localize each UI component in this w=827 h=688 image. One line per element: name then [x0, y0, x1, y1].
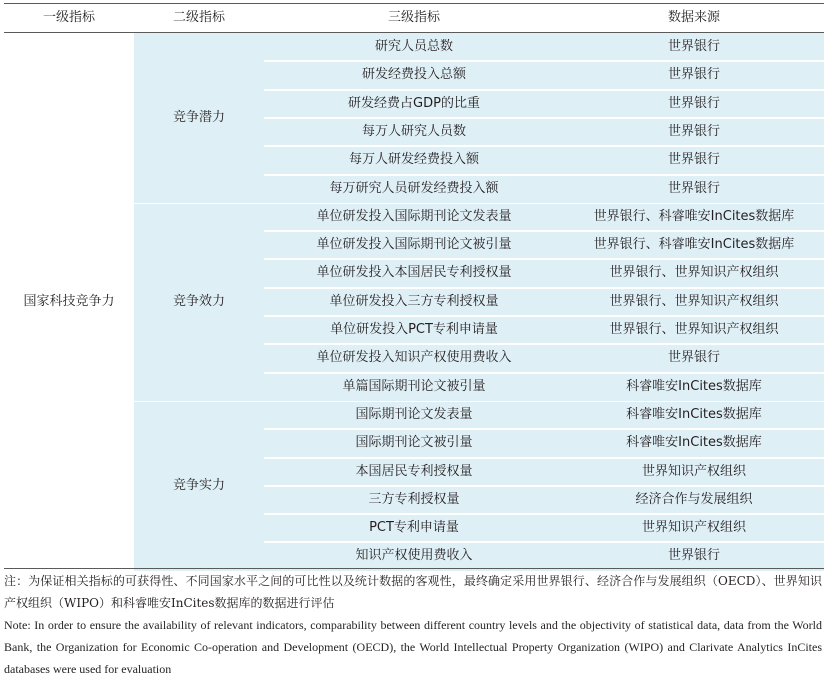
level3-indicator: 单位研发投入知识产权使用费收入 — [316, 350, 512, 366]
data-source: 世界银行 — [667, 180, 720, 196]
level3-indicator: 单篇国际期刊论文被引量 — [342, 378, 486, 394]
level3-indicator: 每万研究人员研发经费投入额 — [329, 180, 499, 196]
level3-indicator: 知识产权使用费收入 — [355, 548, 473, 564]
indicator-table — [4, 3, 824, 566]
level3-indicator: 研发经费投入总额 — [361, 67, 466, 83]
data-source: 世界银行、世界知识产权组织 — [609, 293, 779, 309]
level3-indicator: 每万人研发经费投入额 — [348, 152, 479, 168]
data-source: 世界银行 — [667, 548, 720, 564]
table-notes — [4, 570, 822, 680]
data-source: 世界银行 — [667, 67, 720, 83]
level3-indicator: 单位研发投入三方专利授权量 — [329, 293, 499, 309]
level3-indicator: 国际期刊论文被引量 — [355, 435, 473, 451]
header-level1: 一级指标 — [42, 10, 95, 25]
level2-label: 竞争效力 — [172, 293, 225, 309]
header-level3: 三级指标 — [387, 10, 440, 25]
data-source: 世界银行、世界知识产权组织 — [609, 265, 779, 281]
header-source: 数据来源 — [667, 10, 720, 25]
data-source: 世界银行 — [667, 350, 720, 366]
level3-indicator: 单位研发投入国际期刊论文被引量 — [316, 237, 512, 253]
level3-indicator: 单位研发投入PCT专利申请量 — [330, 322, 498, 337]
data-source: 世界银行、科睿唯安InCites数据库 — [593, 237, 795, 253]
data-source: 科睿唯安InCites数据库 — [626, 378, 762, 394]
level2-label: 竞争实力 — [172, 477, 225, 493]
data-source: 世界知识产权组织 — [641, 520, 746, 536]
data-source: 世界银行、科睿唯安InCites数据库 — [593, 208, 795, 224]
data-source: 科睿唯安InCites数据库 — [626, 406, 762, 422]
level3-indicator: 单位研发投入国际期刊论文发表量 — [316, 208, 512, 224]
level2-label: 竞争潜力 — [172, 109, 225, 125]
level1-label: 国家科技竞争力 — [23, 293, 115, 309]
level3-indicator: 国际期刊论文发表量 — [355, 406, 473, 422]
level3-indicator: 单位研发投入本国居民专利授权量 — [316, 265, 512, 281]
data-source: 经济合作与发展组织 — [635, 491, 753, 507]
data-source: 世界银行、世界知识产权组织 — [609, 322, 779, 337]
note-chinese: 注：为保证相关指标的可获得性、不同国家水平之间的可比性以及统计数据的客观性，最终确定采用世界银行、经济合作与发展组织（OECD）、世界知识产权组织（WIPO）和科睿唯安InCites数据库的数据进行评估 — [4, 574, 822, 610]
level3-indicator: 研发经费占GDP的比重 — [348, 95, 480, 111]
level3-indicator: PCT专利申请量 — [369, 520, 459, 536]
table-bottom-rule — [4, 568, 824, 569]
data-source: 世界银行 — [667, 123, 720, 139]
data-source: 世界知识产权组织 — [641, 463, 746, 479]
level3-indicator: 研究人员总数 — [374, 39, 453, 54]
level3-indicator: 本国居民专利授权量 — [355, 463, 473, 479]
data-source: 世界银行 — [667, 152, 720, 168]
header-level2: 二级指标 — [172, 10, 225, 25]
note-english: Note: In order to ensure the availability of relevant indicators, comparability between different country levels and the objectivity of statistical data, data from the World Bank, the Organization for Economic Co-operation and Development (OECD), the World Intellectual Property Organization (WIPO) and Clarivate Analytics InCites databases were used for evaluation — [4, 618, 822, 676]
level3-indicator: 三方专利授权量 — [368, 491, 460, 507]
data-source: 世界银行 — [667, 39, 720, 54]
data-source: 世界银行 — [667, 95, 720, 111]
data-source: 科睿唯安InCites数据库 — [626, 435, 762, 451]
level3-indicator: 每万人研究人员数 — [361, 123, 466, 139]
